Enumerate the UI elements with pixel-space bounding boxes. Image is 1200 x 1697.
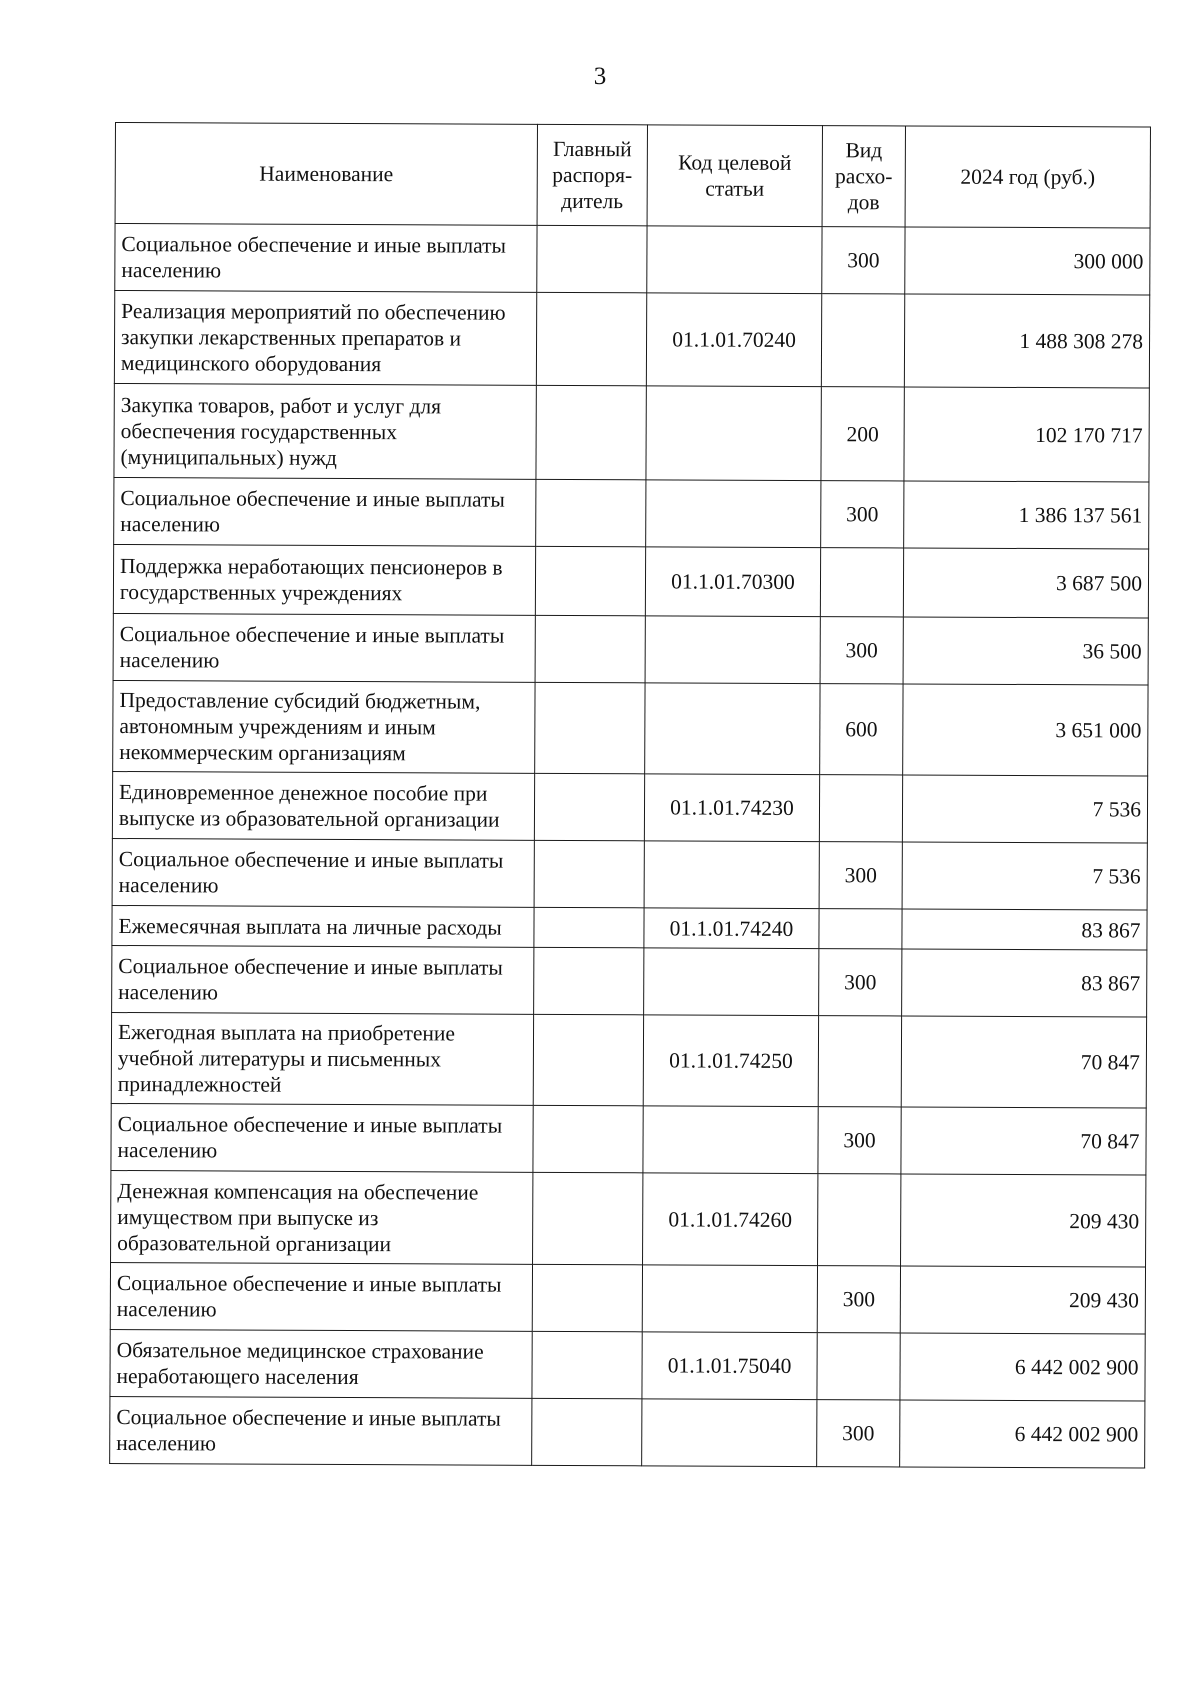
cell-main-manager <box>532 1264 642 1331</box>
cell-target-code <box>644 948 819 1016</box>
cell-expense-type: 300 <box>819 949 902 1016</box>
cell-amount: 7 536 <box>902 842 1147 910</box>
cell-name: Социальное обеспечение и иные выплаты населению <box>114 477 536 546</box>
cell-main-manager <box>536 385 646 479</box>
table-row <box>115 224 1150 296</box>
cell-name: Предоставление субсидий бюджетным, автономным учреждениям и иным некоммерческим организациям <box>113 680 535 773</box>
cell-main-manager <box>533 1105 643 1172</box>
table-row <box>111 1012 1146 1108</box>
cell-main-manager <box>537 225 647 292</box>
cell-expense-type: 300 <box>819 842 902 909</box>
budget-table <box>109 122 1151 1469</box>
table-row <box>112 771 1147 843</box>
table-row <box>114 383 1149 482</box>
cell-main-manager <box>535 615 645 682</box>
header-row <box>115 123 1150 229</box>
cell-name: Социальное обеспечение и иные выплаты населению <box>110 1396 532 1465</box>
cell-main-manager <box>536 479 646 546</box>
cell-name: Социальное обеспечение и иные выплаты населению <box>111 1103 533 1172</box>
cell-name: Обязательное медицинское страхование неработающего населения <box>110 1329 532 1398</box>
cell-expense-type: 200 <box>821 387 904 481</box>
cell-expense-type: 300 <box>817 1400 900 1467</box>
header-name: Наименование <box>115 123 537 226</box>
cell-expense-type: 300 <box>820 617 903 684</box>
page-number: 3 <box>593 63 607 90</box>
header-year-2024: 2024 год (руб.) <box>905 126 1150 228</box>
cell-amount: 6 442 002 900 <box>900 1333 1145 1401</box>
cell-expense-type: 300 <box>817 1266 900 1333</box>
cell-expense-type <box>819 909 902 949</box>
cell-amount: 209 430 <box>900 1266 1145 1334</box>
cell-target-code: 01.1.01.70300 <box>645 547 820 617</box>
table-header <box>115 123 1150 229</box>
cell-amount: 3 651 000 <box>903 684 1148 776</box>
table-row <box>110 1396 1145 1468</box>
cell-main-manager <box>534 840 644 907</box>
cell-target-code <box>645 616 820 684</box>
cell-target-code: 01.1.01.74240 <box>644 908 819 949</box>
table-row <box>114 477 1149 549</box>
cell-target-code: 01.1.01.70240 <box>646 293 821 387</box>
cell-main-manager <box>533 1014 643 1105</box>
cell-main-manager <box>534 907 644 947</box>
cell-name: Закупка товаров, работ и услуг для обеспечения государственных (муниципальных) нужд <box>114 383 536 479</box>
cell-name: Социальное обеспечение и иные выплаты населению <box>112 945 534 1014</box>
table-row <box>111 1103 1146 1175</box>
cell-name: Ежегодная выплата на приобретение учебной литературы и письменных принадлежностей <box>111 1012 533 1105</box>
cell-expense-type <box>818 1174 901 1266</box>
table-row <box>112 838 1147 910</box>
cell-expense-type <box>817 1333 900 1400</box>
table-row <box>112 905 1147 950</box>
cell-main-manager <box>534 773 644 840</box>
cell-amount: 70 847 <box>901 1107 1146 1175</box>
cell-amount: 83 867 <box>902 909 1147 950</box>
cell-target-code <box>646 386 821 481</box>
cell-amount: 102 170 717 <box>904 387 1149 482</box>
cell-amount: 83 867 <box>902 949 1147 1017</box>
cell-target-code <box>643 1106 818 1174</box>
cell-target-code <box>642 1265 817 1333</box>
cell-name: Социальное обеспечение и иные выплаты населению <box>115 224 537 293</box>
cell-expense-type <box>820 548 903 617</box>
cell-target-code: 01.1.01.74250 <box>643 1015 818 1107</box>
cell-name: Социальное обеспечение и иные выплаты населению <box>113 613 535 682</box>
cell-amount: 7 536 <box>902 775 1147 843</box>
cell-target-code <box>642 1399 817 1467</box>
cell-expense-type <box>821 294 904 387</box>
cell-expense-type: 300 <box>818 1107 901 1174</box>
header-target-code: Код целевой статьи <box>647 125 822 227</box>
cell-name: Реализация мероприятий по обеспечению закупки лекарственных препаратов и медицинского оборудования <box>114 291 536 386</box>
table-row <box>110 1262 1145 1334</box>
cell-name: Социальное обеспечение и иные выплаты населению <box>112 838 534 907</box>
cell-main-manager <box>535 546 645 615</box>
cell-target-code <box>647 226 822 294</box>
cell-target-code: 01.1.01.74260 <box>643 1173 818 1266</box>
table-row <box>113 613 1148 685</box>
table-row <box>114 291 1149 389</box>
cell-main-manager <box>533 1172 643 1264</box>
cell-main-manager <box>532 1398 642 1465</box>
cell-expense-type: 300 <box>821 481 904 548</box>
table-row <box>112 945 1147 1017</box>
cell-amount: 1 386 137 561 <box>904 481 1149 549</box>
cell-target-code <box>646 480 821 548</box>
cell-amount: 300 000 <box>905 227 1150 295</box>
table-row <box>110 1329 1145 1401</box>
cell-expense-type <box>819 775 902 842</box>
table-row <box>113 680 1148 776</box>
cell-main-manager <box>535 682 645 773</box>
cell-name: Единовременное денежное пособие при выпуске из образовательной организации <box>112 771 534 840</box>
cell-target-code: 01.1.01.74230 <box>644 774 819 842</box>
table-body <box>110 224 1150 1469</box>
cell-amount: 3 687 500 <box>903 548 1148 618</box>
cell-main-manager <box>532 1331 642 1398</box>
cell-expense-type: 600 <box>820 684 903 775</box>
header-main-manager: Главный распоря-дитель <box>537 124 647 225</box>
header-expense-type: Вид расхо-дов <box>822 126 905 227</box>
cell-name: Ежемесячная выплата на личные расходы <box>112 905 534 947</box>
cell-main-manager <box>534 947 644 1014</box>
table-row <box>113 544 1148 618</box>
cell-target-code <box>644 841 819 909</box>
cell-amount: 1 488 308 278 <box>904 294 1149 388</box>
cell-target-code: 01.1.01.75040 <box>642 1332 817 1400</box>
cell-main-manager <box>536 292 646 385</box>
cell-amount: 209 430 <box>901 1174 1146 1267</box>
table-row <box>111 1170 1146 1267</box>
cell-amount: 36 500 <box>903 617 1148 685</box>
cell-amount: 6 442 002 900 <box>900 1400 1145 1468</box>
cell-target-code <box>645 683 820 775</box>
cell-amount: 70 847 <box>901 1016 1146 1108</box>
cell-expense-type: 300 <box>822 227 905 294</box>
cell-expense-type <box>818 1016 901 1107</box>
cell-name: Денежная компенсация на обеспечение имуществом при выпуске из образовательной организации <box>111 1170 533 1264</box>
cell-name: Социальное обеспечение и иные выплаты населению <box>110 1262 532 1331</box>
cell-name: Поддержка неработающих пенсионеров в государственных учреждениях <box>113 544 535 615</box>
